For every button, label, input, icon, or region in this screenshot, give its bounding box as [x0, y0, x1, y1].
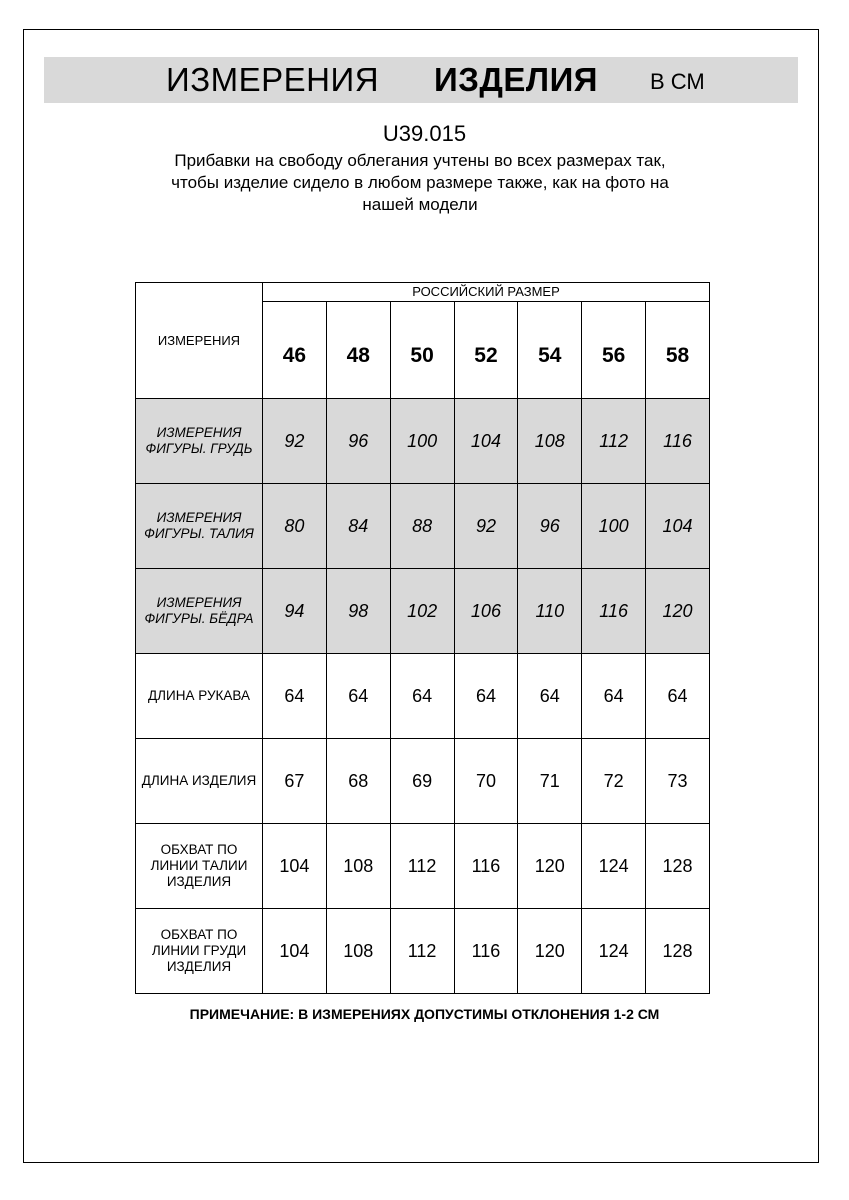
- row-label: [136, 484, 263, 569]
- table-cell: 120: [646, 569, 710, 654]
- table-cell: 106: [454, 569, 518, 654]
- table-cell: 73: [646, 739, 710, 824]
- table-row: [136, 824, 710, 909]
- table-cell: 67: [263, 739, 327, 824]
- table-cell: 94: [263, 569, 327, 654]
- table-cell: 64: [390, 654, 454, 739]
- table-cell: 112: [390, 909, 454, 994]
- table-cell: 64: [582, 654, 646, 739]
- table-cell: 68: [326, 739, 390, 824]
- row-label-line: ФИГУРЫ. ГРУДЬ: [145, 441, 253, 456]
- table-cell: 70: [454, 739, 518, 824]
- row-label: [136, 399, 263, 484]
- size-header-cell: 54: [518, 302, 582, 399]
- intro-line: Прибавки на свободу облегания учтены во всех размерах так,: [174, 151, 666, 170]
- table-cell: 104: [263, 909, 327, 994]
- row-label-line: ИЗДЕЛИЯ: [166, 874, 232, 889]
- size-header-cell: 48: [326, 302, 390, 399]
- intro-line: чтобы изделие сидело в любом размере также, как на фото на: [171, 173, 669, 192]
- table-cell: 64: [263, 654, 327, 739]
- row-label: [136, 739, 263, 824]
- table-row: [136, 739, 710, 824]
- size-header-cell: 56: [582, 302, 646, 399]
- table-row: [136, 569, 710, 654]
- table-cell: 108: [326, 909, 390, 994]
- table-cell: 71: [518, 739, 582, 824]
- table-cell: 96: [326, 399, 390, 484]
- size-table: [135, 282, 710, 994]
- table-cell: 128: [646, 824, 710, 909]
- table-cell: 64: [326, 654, 390, 739]
- row-label: [136, 654, 263, 739]
- table-row: [136, 654, 710, 739]
- table-cell: 128: [646, 909, 710, 994]
- table-cell: 84: [326, 484, 390, 569]
- table-cell: 64: [646, 654, 710, 739]
- table-cell: 112: [582, 399, 646, 484]
- table-cell: 64: [454, 654, 518, 739]
- table-cell: 120: [518, 909, 582, 994]
- row-label-line: ФИГУРЫ. БЁДРА: [144, 611, 254, 626]
- table-cell: 64: [518, 654, 582, 739]
- row-label-line: ИЗМЕРЕНИЯ: [156, 425, 242, 440]
- table-cell: 69: [390, 739, 454, 824]
- row-label-line: ДЛИНА РУКАВА: [148, 688, 250, 703]
- title-unit: В СМ: [650, 69, 705, 94]
- size-header-cell: 52: [454, 302, 518, 399]
- table-cell: 116: [582, 569, 646, 654]
- row-label: [136, 824, 263, 909]
- table-row: [136, 399, 710, 484]
- row-label-line: ЛИНИИ ТАЛИИ: [150, 858, 248, 873]
- table-cell: 116: [646, 399, 710, 484]
- table-cell: 98: [326, 569, 390, 654]
- row-label-line: ЛИНИИ ГРУДИ: [151, 943, 247, 958]
- table-cell: 102: [390, 569, 454, 654]
- table-cell: 72: [582, 739, 646, 824]
- table-cell: 96: [518, 484, 582, 569]
- row-label-line: ОБХВАТ ПО: [160, 842, 238, 857]
- table-cell: 124: [582, 909, 646, 994]
- table-cell: 110: [518, 569, 582, 654]
- title-banner: [44, 57, 798, 103]
- size-group-header: РОССИЙСКИЙ РАЗМЕР: [263, 283, 710, 302]
- table-cell: 116: [454, 824, 518, 909]
- table-cell: 80: [263, 484, 327, 569]
- table-cell: 104: [646, 484, 710, 569]
- table-row: [136, 484, 710, 569]
- table-cell: 112: [390, 824, 454, 909]
- row-label-line: ИЗМЕРЕНИЯ: [156, 510, 242, 525]
- size-header-cell: 50: [390, 302, 454, 399]
- footnote: ПРИМЕЧАНИЕ: В ИЗМЕРЕНИЯХ ДОПУСТИМЫ ОТКЛОНЕНИЯ 1-2 СМ: [189, 1006, 660, 1022]
- table-cell: 92: [454, 484, 518, 569]
- row-label-line: ИЗМЕРЕНИЯ: [156, 595, 242, 610]
- table-cell: 124: [582, 824, 646, 909]
- intro-line: нашей модели: [362, 195, 478, 214]
- table-cell: 88: [390, 484, 454, 569]
- table-row: [136, 909, 710, 994]
- product-code: U39.015: [382, 121, 467, 146]
- table-header-row: [136, 283, 710, 302]
- size-header-cell: 58: [646, 302, 710, 399]
- row-label-line: ОБХВАТ ПО: [160, 927, 238, 942]
- row-label-line: ДЛИНА ИЗДЕЛИЯ: [141, 773, 257, 788]
- table-cell: 108: [518, 399, 582, 484]
- table-cell: 116: [454, 909, 518, 994]
- table-cell: 100: [582, 484, 646, 569]
- table-cell: 120: [518, 824, 582, 909]
- row-label-line: ФИГУРЫ. ТАЛИЯ: [144, 526, 254, 541]
- table-cell: 104: [454, 399, 518, 484]
- title-word-measurements: ИЗМЕРЕНИЯ: [166, 61, 380, 98]
- table-cell: 100: [390, 399, 454, 484]
- title-word-product: ИЗДЕЛИЯ: [434, 61, 599, 98]
- row-label: [136, 569, 263, 654]
- row-label: [136, 909, 263, 994]
- intro-text: [100, 150, 740, 216]
- size-header-cell: 46: [263, 302, 327, 399]
- measurements-header: ИЗМЕРЕНИЯ: [136, 283, 263, 399]
- table-cell: 108: [326, 824, 390, 909]
- table-cell: 92: [263, 399, 327, 484]
- row-label-line: ИЗДЕЛИЯ: [166, 959, 232, 974]
- table-cell: 104: [263, 824, 327, 909]
